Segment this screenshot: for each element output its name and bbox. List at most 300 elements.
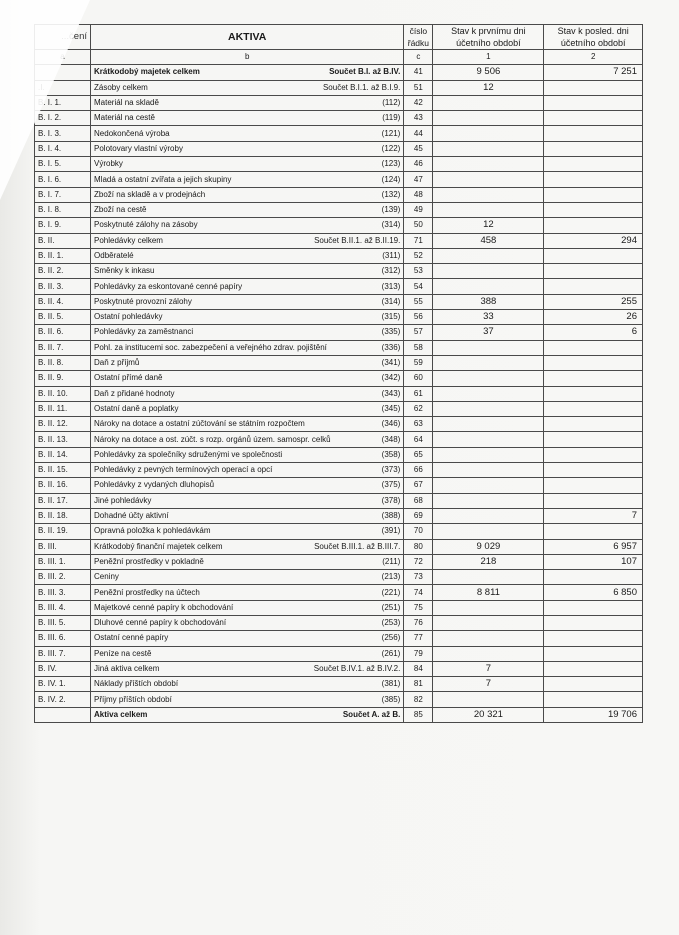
row-name: Pohledávky celkem [94, 235, 163, 245]
row-value-first-day [433, 187, 544, 202]
row-number: 67 [404, 478, 433, 493]
row-name-cell [91, 539, 404, 554]
table-row [35, 463, 643, 478]
row-code: B. II. 15. [35, 463, 91, 478]
row-value-first-day: 388 [433, 294, 544, 309]
row-value-last-day: 294 [544, 233, 643, 248]
row-number: 64 [404, 432, 433, 447]
table-row [35, 707, 643, 722]
table-row [35, 202, 643, 217]
row-name: Pohledávky za eskontované cenné papíry [94, 281, 243, 291]
row-reference: (346) [381, 419, 401, 429]
row-value-last-day [544, 447, 643, 462]
row-value-last-day [544, 432, 643, 447]
row-code: B. II. 8. [35, 355, 91, 370]
table-row [35, 615, 643, 630]
table-row [35, 111, 643, 126]
row-value-first-day: 7 [433, 677, 544, 692]
row-number: 49 [404, 202, 433, 217]
row-code: B. III. 2. [35, 570, 91, 585]
table-row [35, 692, 643, 707]
row-number: 65 [404, 447, 433, 462]
row-value-last-day [544, 111, 643, 126]
table-row [35, 294, 643, 309]
row-value-last-day [544, 401, 643, 416]
row-name-cell [91, 95, 404, 110]
row-value-first-day: 9 029 [433, 539, 544, 554]
row-number: 76 [404, 615, 433, 630]
row-name: Ostatní daně a poplatky [94, 403, 179, 413]
row-reference: (342) [381, 373, 401, 383]
table-row [35, 600, 643, 615]
table-row [35, 524, 643, 539]
row-name-cell [91, 202, 404, 217]
table-row [35, 386, 643, 401]
row-name-cell [91, 401, 404, 416]
row-reference: (311) [382, 251, 401, 260]
table-row [35, 570, 643, 585]
table-row [35, 157, 643, 172]
row-number: 45 [404, 141, 433, 156]
row-value-last-day [544, 340, 643, 355]
row-code: B. II. 16. [35, 478, 91, 493]
row-value-last-day [544, 355, 643, 370]
row-name: Pohledávky za společníky sdruženými ve společnosti [94, 449, 283, 459]
row-value-first-day [433, 371, 544, 386]
table-row [35, 264, 643, 279]
row-number: 66 [404, 463, 433, 478]
row-reference: (213) [381, 572, 401, 582]
table-row [35, 585, 643, 600]
row-value-last-day [544, 615, 643, 630]
table-subheader-row [35, 50, 643, 65]
row-number: 74 [404, 585, 433, 600]
row-name: Krátkodobý majetek celkem [94, 67, 200, 77]
row-value-first-day [433, 401, 544, 416]
row-name-cell [91, 248, 404, 263]
row-code: B. IV. 1. [35, 677, 91, 692]
row-number: 52 [404, 248, 433, 263]
row-number: 77 [404, 631, 433, 646]
row-number: 59 [404, 355, 433, 370]
row-code: B. II. 17. [35, 493, 91, 508]
table-row [35, 646, 643, 661]
row-reference: (358) [381, 449, 401, 459]
row-code [35, 707, 91, 722]
subheader-1: 1 [433, 50, 544, 65]
row-value-last-day: 7 251 [544, 65, 643, 80]
row-name-cell [91, 157, 404, 172]
row-name-cell [91, 111, 404, 126]
row-name: Zboží na cestě [94, 205, 147, 215]
row-value-first-day [433, 463, 544, 478]
row-code: B. III. 3. [35, 585, 91, 600]
header-last-day: Stav k posled. dni účetního období [544, 25, 643, 50]
table-row [35, 677, 643, 692]
row-number: 54 [404, 279, 433, 294]
table-row [35, 218, 643, 233]
table-row [35, 95, 643, 110]
row-number: 53 [404, 264, 433, 279]
row-name: Mladá a ostatní zvířata a jejich skupiny [94, 174, 232, 184]
row-number: 80 [404, 539, 433, 554]
row-number: 75 [404, 600, 433, 615]
row-reference: Součet B.I. až B.IV. [329, 67, 401, 77]
row-reference: (345) [381, 403, 401, 413]
row-name: Ostatní přímé daně [94, 373, 163, 383]
row-name: Materiál na skladě [94, 98, 159, 108]
row-reference: (385) [381, 694, 401, 704]
row-value-last-day [544, 524, 643, 539]
table-row [35, 371, 643, 386]
row-name: Daň z přidané hodnoty [94, 388, 175, 398]
row-number: 43 [404, 111, 433, 126]
row-value-last-day [544, 646, 643, 661]
row-name-cell [91, 661, 404, 676]
row-number: 85 [404, 707, 433, 722]
row-reference: (341) [381, 358, 401, 368]
row-name: Poskytnuté zálohy na zásoby [94, 220, 198, 230]
table-row [35, 172, 643, 187]
row-reference: (335) [381, 327, 401, 337]
row-value-last-day: 7 [544, 508, 643, 523]
table-row [35, 447, 643, 462]
row-number: 73 [404, 570, 433, 585]
row-name-cell [91, 417, 404, 432]
row-number: 55 [404, 294, 433, 309]
row-name-cell [91, 692, 404, 707]
row-value-first-day [433, 524, 544, 539]
row-reference: (261) [381, 648, 401, 658]
row-number: 56 [404, 310, 433, 325]
row-name: Zásoby celkem [94, 82, 148, 92]
row-name: Nároky na dotace a ost. zúčt. s rozp. orgánů územ. samospr. celků [94, 434, 331, 444]
row-value-last-day [544, 172, 643, 187]
row-reference: (122) [381, 143, 401, 153]
table-row [35, 631, 643, 646]
row-code: B. III. [35, 539, 91, 554]
row-value-first-day [433, 202, 544, 217]
row-code: B. III. 5. [35, 615, 91, 630]
row-reference: (375) [381, 480, 401, 490]
row-number: 51 [404, 80, 433, 95]
row-reference: (251) [381, 602, 401, 612]
row-value-first-day: 12 [433, 80, 544, 95]
row-value-last-day [544, 141, 643, 156]
row-value-first-day [433, 386, 544, 401]
row-reference: (312) [381, 266, 401, 276]
row-code: B. II. 6. [35, 325, 91, 340]
table-row [35, 65, 643, 80]
table-row [35, 401, 643, 416]
row-value-last-day [544, 80, 643, 95]
row-name: Nedokončená výroba [94, 128, 170, 138]
row-reference: (119) [382, 113, 401, 123]
row-code: B. II. [35, 233, 91, 248]
row-name-cell [91, 478, 404, 493]
row-value-last-day: 6 957 [544, 539, 643, 554]
row-number: 82 [404, 692, 433, 707]
row-value-first-day [433, 355, 544, 370]
row-value-last-day [544, 95, 643, 110]
table-body [35, 65, 643, 723]
row-code: B. II. 10. [35, 386, 91, 401]
row-value-first-day [433, 95, 544, 110]
row-name-cell [91, 585, 404, 600]
row-name-cell [91, 646, 404, 661]
row-name-cell [91, 554, 404, 569]
row-code: B. II. 11. [35, 401, 91, 416]
row-reference: Součet B.III.1. až B.III.7. [314, 541, 401, 551]
row-name-cell [91, 371, 404, 386]
row-value-first-day: 9 506 [433, 65, 544, 80]
row-number: 61 [404, 386, 433, 401]
row-number: 62 [404, 401, 433, 416]
row-code: B. II. 1. [35, 248, 91, 263]
row-name-cell [91, 570, 404, 585]
row-number: 58 [404, 340, 433, 355]
row-code: B. II. 3. [35, 279, 91, 294]
table-row [35, 493, 643, 508]
row-code: B. II. 7. [35, 340, 91, 355]
row-code: B. II. 5. [35, 310, 91, 325]
row-name: Směnky k inkasu [94, 266, 155, 276]
row-number: 50 [404, 218, 433, 233]
row-name-cell [91, 432, 404, 447]
row-number: 68 [404, 493, 433, 508]
row-number: 63 [404, 417, 433, 432]
row-number: 48 [404, 187, 433, 202]
table-row [35, 355, 643, 370]
row-name: Peníze na cestě [94, 648, 152, 658]
header-aktiva: AKTIVA [91, 25, 404, 50]
row-code: B. II. 18. [35, 508, 91, 523]
row-reference: (124) [381, 174, 401, 184]
row-code: B. I. 6. [35, 172, 91, 187]
row-number: 57 [404, 325, 433, 340]
row-code: B. II. 4. [35, 294, 91, 309]
row-name: Náklady příštích období [94, 679, 179, 689]
row-reference: (315) [381, 312, 401, 322]
row-value-first-day [433, 417, 544, 432]
row-reference: (373) [381, 465, 401, 475]
row-name-cell [91, 707, 404, 722]
row-value-first-day [433, 141, 544, 156]
row-value-last-day: 6 850 [544, 585, 643, 600]
row-value-first-day [433, 248, 544, 263]
folded-corner [0, 0, 90, 200]
row-reference: (121) [381, 128, 401, 138]
row-reference: (378) [381, 495, 401, 505]
header-code: ...čení [35, 25, 91, 50]
row-number: 70 [404, 524, 433, 539]
row-value-first-day: 218 [433, 554, 544, 569]
row-code: B. III. 1. [35, 554, 91, 569]
header-row-number: číslo řádku [404, 25, 433, 50]
row-name: Pohledávky za zaměstnanci [94, 327, 194, 337]
row-code: B. II. 12. [35, 417, 91, 432]
row-value-first-day: 33 [433, 310, 544, 325]
row-value-first-day [433, 172, 544, 187]
row-name-cell [91, 493, 404, 508]
row-reference: Součet A. až B. [342, 709, 401, 719]
row-number: 60 [404, 371, 433, 386]
row-reference: (381) [381, 679, 401, 689]
table-row [35, 417, 643, 432]
row-value-last-day: 6 [544, 325, 643, 340]
row-code: B. III. 6. [35, 631, 91, 646]
row-value-last-day [544, 417, 643, 432]
row-name: Ostatní cenné papíry [94, 633, 169, 643]
row-number: 84 [404, 661, 433, 676]
row-reference: (132) [381, 189, 401, 199]
row-value-last-day: 107 [544, 554, 643, 569]
row-code: B. II. 2. [35, 264, 91, 279]
row-name-cell [91, 600, 404, 615]
row-value-first-day [433, 600, 544, 615]
table-row [35, 340, 643, 355]
row-name-cell [91, 677, 404, 692]
table-row [35, 508, 643, 523]
row-name: Odběratelé [94, 251, 134, 260]
row-code: B. I. 7. [35, 187, 91, 202]
row-name: Peněžní prostředky v pokladně [94, 556, 204, 566]
row-value-last-day [544, 463, 643, 478]
row-number: 42 [404, 95, 433, 110]
row-name-cell [91, 218, 404, 233]
row-name: Pohl. za institucemi soc. zabezpečení a veřejného zdrav. pojištění [94, 342, 327, 352]
row-code: B. II. 13. [35, 432, 91, 447]
table-row [35, 661, 643, 676]
row-name-cell [91, 325, 404, 340]
row-value-first-day: 458 [433, 233, 544, 248]
row-value-first-day [433, 493, 544, 508]
row-name-cell [91, 264, 404, 279]
row-value-first-day: 7 [433, 661, 544, 676]
row-reference: (112) [382, 98, 401, 108]
table-row [35, 279, 643, 294]
row-value-last-day [544, 631, 643, 646]
row-reference: (139) [381, 205, 401, 215]
row-reference: (348) [381, 434, 401, 444]
row-name: Peněžní prostředky na účtech [94, 587, 200, 597]
row-value-last-day [544, 218, 643, 233]
row-value-first-day [433, 111, 544, 126]
row-name-cell [91, 340, 404, 355]
row-value-first-day [433, 478, 544, 493]
row-number: 47 [404, 172, 433, 187]
row-reference: (313) [381, 281, 401, 291]
row-value-last-day [544, 478, 643, 493]
row-value-last-day [544, 202, 643, 217]
row-reference: (343) [381, 388, 401, 398]
row-name: Pohledávky z pevných termínových operací a opcí [94, 465, 273, 475]
row-name-cell [91, 310, 404, 325]
row-name: Dluhové cenné papíry k obchodování [94, 618, 227, 628]
row-value-last-day [544, 157, 643, 172]
row-name: Nároky na dotace a ostatní zúčtování se státním rozpočtem [94, 419, 305, 429]
row-name-cell [91, 463, 404, 478]
row-value-first-day [433, 264, 544, 279]
row-name: Ceniny [94, 572, 119, 582]
row-name: Dohadné účty aktivní [94, 511, 169, 521]
row-reference: (256) [381, 633, 401, 643]
row-value-first-day [433, 692, 544, 707]
row-name-cell [91, 386, 404, 401]
row-value-last-day [544, 248, 643, 263]
row-name-cell [91, 233, 404, 248]
balance-sheet-table [34, 24, 643, 723]
row-value-first-day: 12 [433, 218, 544, 233]
row-value-last-day [544, 692, 643, 707]
row-code: B. IV. 2. [35, 692, 91, 707]
row-value-first-day [433, 508, 544, 523]
row-name-cell [91, 447, 404, 462]
row-value-first-day [433, 631, 544, 646]
row-code: B. III. 7. [35, 646, 91, 661]
row-reference: Součet B.II.1. až B.II.19. [314, 235, 401, 245]
row-value-first-day [433, 432, 544, 447]
row-name: Poskytnuté provozní zálohy [94, 296, 192, 306]
row-value-first-day: 37 [433, 325, 544, 340]
row-value-first-day [433, 157, 544, 172]
row-code: B. I. 5. [35, 157, 91, 172]
subheader-2: 2 [544, 50, 643, 65]
row-reference: (123) [381, 159, 401, 169]
row-value-last-day [544, 264, 643, 279]
table-header-row [35, 25, 643, 50]
row-name: Polotovary vlastní výroby [94, 143, 183, 153]
table-row [35, 141, 643, 156]
row-name-cell [91, 508, 404, 523]
row-number: 44 [404, 126, 433, 141]
row-value-last-day [544, 386, 643, 401]
row-reference: (336) [381, 342, 401, 352]
row-number: 81 [404, 677, 433, 692]
row-value-first-day [433, 570, 544, 585]
row-code: .I. [35, 80, 91, 95]
row-name-cell [91, 126, 404, 141]
row-name: Majetkové cenné papíry k obchodování [94, 602, 234, 612]
row-name: Pohledávky z vydaných dluhopisů [94, 480, 215, 490]
row-name-cell [91, 355, 404, 370]
table-row [35, 187, 643, 202]
row-code: B. I. 8. [35, 202, 91, 217]
table-row [35, 325, 643, 340]
row-name: Příjmy příštích období [94, 694, 172, 704]
row-reference: (253) [381, 618, 401, 628]
table-row [35, 478, 643, 493]
row-name: Ostatní pohledávky [94, 312, 163, 322]
row-name-cell [91, 172, 404, 187]
row-reference: (211) [382, 556, 401, 566]
row-value-last-day [544, 187, 643, 202]
row-number: 79 [404, 646, 433, 661]
subheader-a: a [35, 50, 91, 65]
row-value-first-day: 20 321 [433, 707, 544, 722]
row-name: Výrobky [94, 159, 123, 169]
row-value-last-day [544, 126, 643, 141]
row-code: B. I. 9. [35, 218, 91, 233]
row-value-first-day [433, 340, 544, 355]
table-row [35, 126, 643, 141]
table-row [35, 554, 643, 569]
row-name: Daň z příjmů [94, 358, 140, 368]
subheader-c: c [404, 50, 433, 65]
row-name-cell [91, 294, 404, 309]
row-reference: (314) [381, 296, 401, 306]
subheader-b: b [91, 50, 404, 65]
